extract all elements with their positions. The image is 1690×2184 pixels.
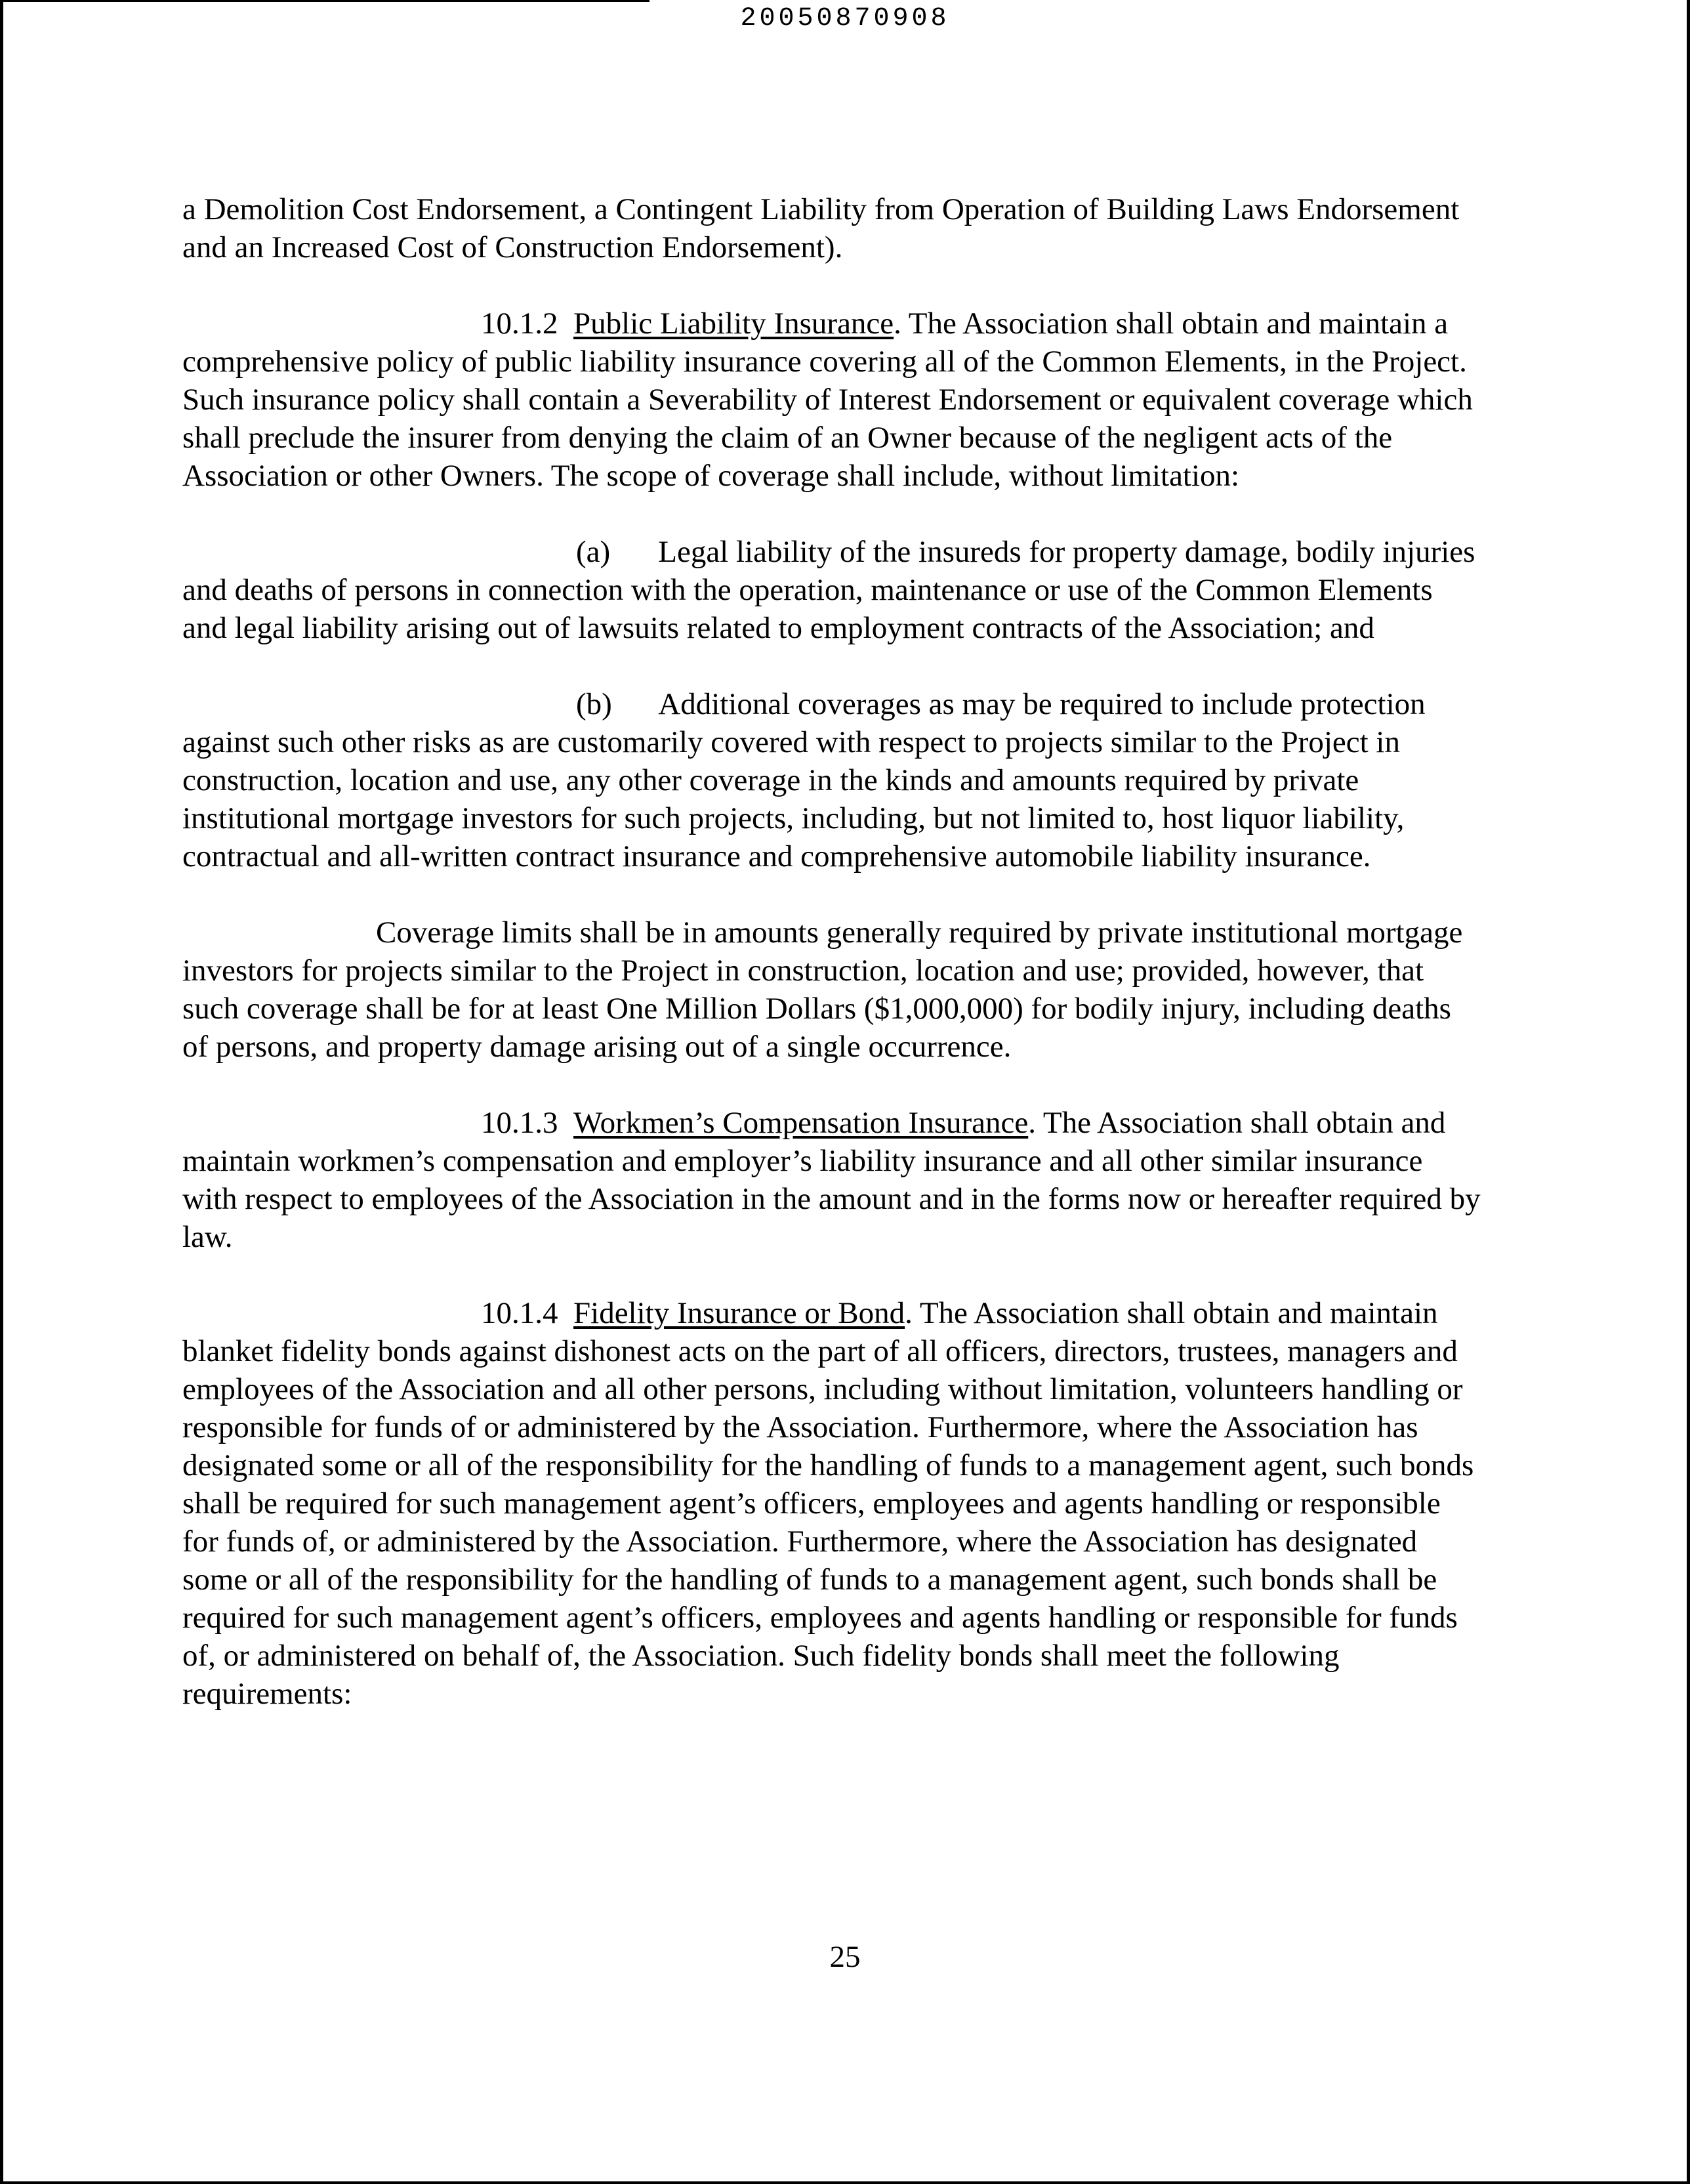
left-scan-edge [0,0,3,2184]
section-title: Workmen’s Compensation Insurance [573,1106,1029,1140]
paragraph-coverage-limits: Coverage limits shall be in amounts generally required by private institutional mortgage investors for projects similar to the Project in construction, location and use; provided, however, that such coverage shall be for at least One Million Dollars ($1,000,000) for bodily injury, including deaths of persons, and property damage arising out of a single occurrence. [182,915,1463,1064]
list-item-text: Legal liability of the insureds for property damage, bodily injuries and deaths of persons in connection with the operation, maintenance or use of the Common Elements and legal liability arising out of lawsuits related to employment contracts of the Association; and [182,535,1475,645]
section-text: . The Association shall obtain and maintain blanket fidelity bonds against dishonest acts on the part of all officers, directors, trustees, managers and employees of the Association and all other persons, including without limitation, volunteers handling or responsible for funds of or administered by the Association. Furthermore, where the Association has designated some or all of the responsibility for the handling of funds to a management agent, such bonds shall be required for such management agent’s officers, employees and agents handling or responsible for funds of, or administered by the Association. Furthermore, where the Association has designated some or all of the responsibility for the handling of funds to a management agent, such bonds shall be required for such management agent’s officers, employees and agents handling or responsible for funds of, or administered on behalf of, the Association. Such fidelity bonds shall meet the following requirements: [182,1296,1474,1711]
list-item-b [182,685,1481,875]
section-10-1-4 [182,1294,1481,1713]
section-title: Fidelity Insurance or Bond [573,1296,905,1330]
section-10-1-2 [182,304,1481,495]
section-number: 10.1.4 [481,1296,558,1330]
section-10-1-3 [182,1104,1481,1256]
list-item-text: Additional coverages as may be required to include protection against such other risks as are customarily covered with respect to projects similar to the Project in construction, location and use, any other coverage in the kinds and amounts required by private institutional mortgage investors for such projects, including, but not limited to, host liquor liability, contractual and all-written contract insurance and comprehensive automobile liability insurance. [182,687,1426,873]
top-rule [0,0,649,2]
section-text: . The Association shall obtain and maintain a comprehensive policy of public liability insurance covering all of the Common Elements, in the Project. Such insurance policy shall contain a Severability of Interest Endorsement or equivalent coverage which shall preclude the insurer from denying the claim of an Owner because of the negligent acts of the Association or other Owners. The scope of coverage shall include, without limitation: [182,306,1473,493]
list-item-label: (b) [576,687,612,721]
bottom-scan-edge [0,2181,1690,2184]
right-scan-edge [1687,0,1690,2184]
section-text: . The Association shall obtain and maintain workmen’s compensation and employer’s liability insurance and all other similar insurance with respect to employees of the Association in the amount and in the forms now or hereafter required by law. [182,1106,1481,1254]
section-number: 10.1.3 [481,1106,558,1140]
document-body [182,190,1481,1751]
section-title: Public Liability Insurance [573,306,894,341]
paragraph-endorsements: a Demolition Cost Endorsement, a Contingent Liability from Operation of Building Laws Endorsement and an Increased Cost of Construction Endorsement). [182,192,1460,264]
list-item-a [182,533,1481,647]
document-number: 20050870908 [740,4,950,33]
list-item-label: (a) [576,535,611,569]
section-number: 10.1.2 [481,306,558,341]
page-number: 25 [829,1940,861,1974]
